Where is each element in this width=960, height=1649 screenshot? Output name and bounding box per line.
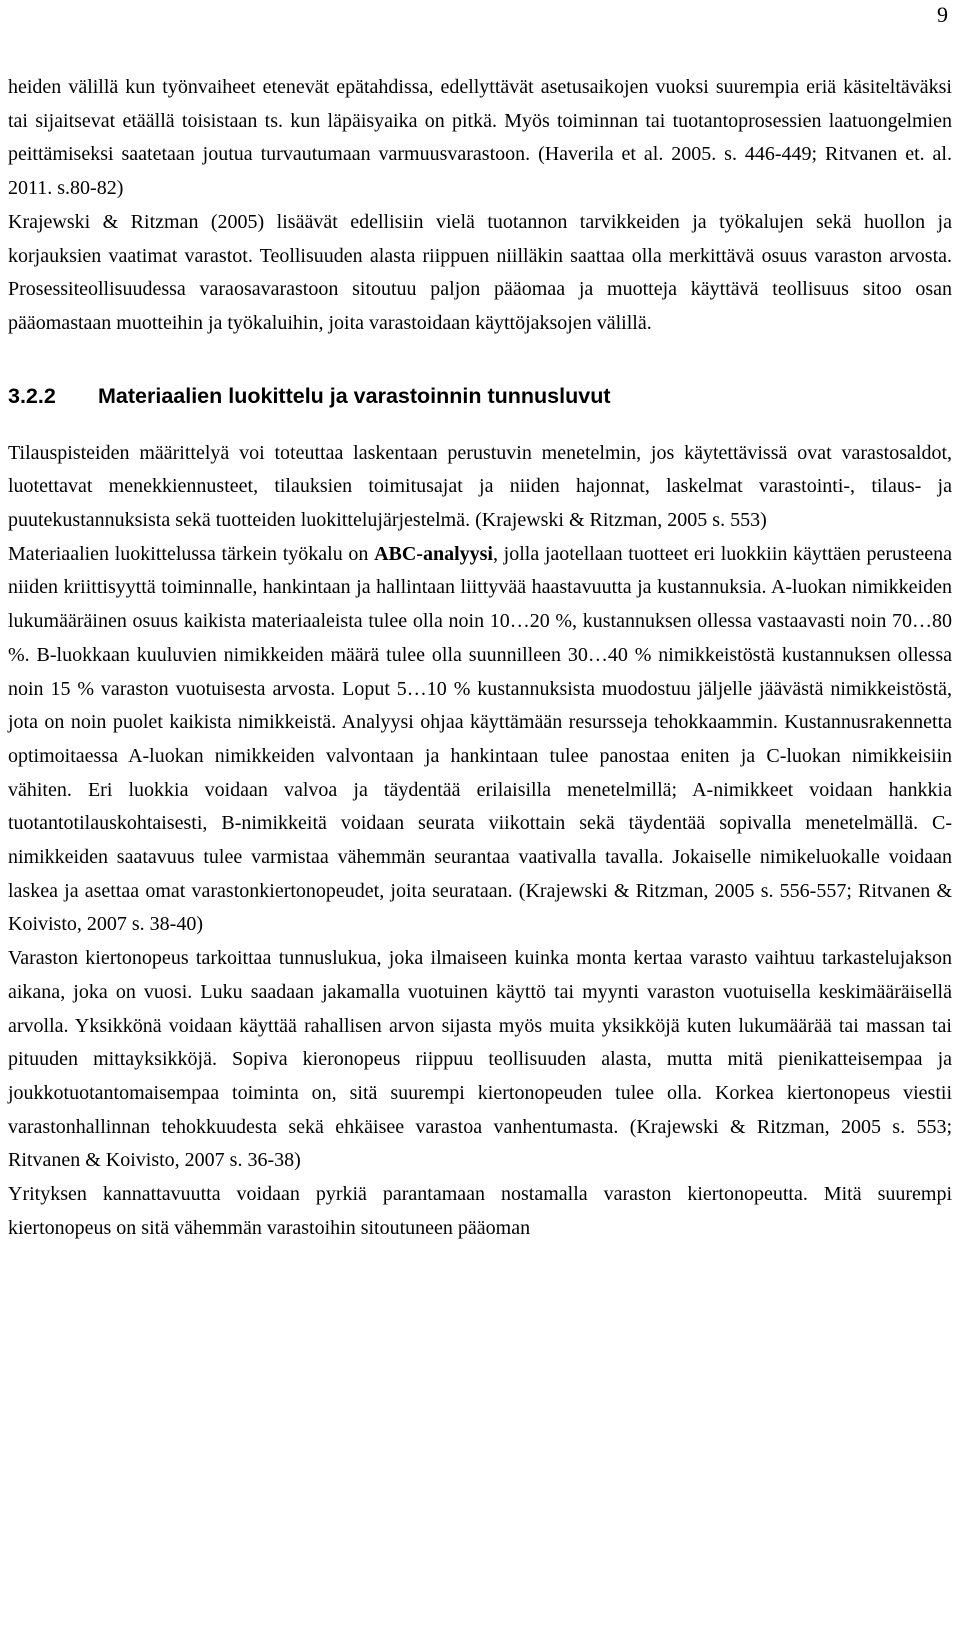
abc-text-before: Materiaalien luokittelussa tärkein työkalu on xyxy=(8,542,375,565)
paragraph-inventory-turnover: Varaston kiertonopeus tarkoittaa tunnuslukua, joka ilmaiseen kuinka monta kertaa varasto vaihtuu tarkastelujakson aikana, joka on vuosi. Luku saadaan jakamalla vuotuinen käyttö tai myynti varaston vuotuisella keskimääräisellä arvolla. Yksikkönä voidaan käyttää rahallisen arvon sijasta myös muita yksikköjä kuten lukumäärää tai massan tai pituuden mittayksikköjä. Sopiva kieronopeus riippuu teollisuuden alasta, mutta mitä pienikatteisempaa ja joukkotuotantomaisempaa toiminta on, sitä suurempi kiertonopeuden tulee olla. Korkea kiertonopeus viestii varastonhallinnan tehokkuudesta sekä ehkäisee varastoa vanhentumasta. (Krajewski & Ritzman, 2005 s. 553; Ritvanen & Koivisto, 2007 s. 36-38) xyxy=(8,947,952,1172)
section-heading xyxy=(8,381,952,411)
paragraph-abc-analysis xyxy=(8,538,952,942)
paragraph-profitability: Yrityksen kannattavuutta voidaan pyrkiä parantamaan nostamalla varaston kiertonopeutta. Mitä suurempi kiertonopeus on sitä vähemmän varastoihin sitoutuneen pääoman xyxy=(8,1183,952,1239)
paragraph-safety-stock: heiden välillä kun työnvaiheet etenevät epätahdissa, edellyttävät asetusaikojen vuoksi suurempia eriä käsiteltäväksi tai sijaitsevat etäällä toisistaan ts. kun läpäisyaika on pitkä. Myös toiminnan tai tuotantoprosessien laatuongelmien peittämiseksi saatetaan joutua turvautumaan varmuusvarastoon. (Haverila et al. 2005. s. 446-449; Ritvanen et. al. 2011. s.80-82) xyxy=(8,76,952,200)
page-number: 9 xyxy=(937,2,948,27)
section-number: 3.2.2 xyxy=(8,383,56,408)
section-title: Materiaalien luokittelu ja varastoinnin tunnusluvut xyxy=(98,383,611,408)
abc-text-after: , jolla jaotellaan tuotteet eri luokkiin käyttäen perusteena niiden kriittisyyttä toiminnalle, hankintaan ja hallintaan liittyvää haastavuutta ja kustannuksia. A-luokan nimikkeiden lukumääräinen osuus kaikista materiaaleista tulee olla noin 10…20 %, kustannuksen ollessa vastaavasti noin 70…80 %. B-luokkaan kuuluvien nimikkeiden määrä tulee olla suunnilleen 30…40 % nimikkeistöstä kustannuksen ollessa noin 15 % varaston vuotuisesta arvosta. Loput 5…10 % kustannuksista muodostuu jäljelle jäävästä nimikkeistöstä, jota on noin puolet kaikista nimikkeistä. Analyysi ohjaa käyttämään resursseja tehokkaammin. Kustannusrakennetta optimoitaessa A-luokan nimikkeiden valvontaan ja hankintaan tulee panostaa eniten ja C-luokan nimikkeisiin vähiten. Eri luokkia voidaan valvoa ja täydentää erilaisilla menetelmillä; A-nimikkeet voidaan hankkia tuotantotilauskohtaisesti, B-nimikkeitä voidaan seurata viikottain sekä täydentää sopivalla menetelmällä. C-nimikkeiden saatavuus tulee varmistaa vähemmän seurantaa vaativalla tavalla. Jokaiselle nimikeluokalle voidaan laskea ja asettaa omat varastonkiertonopeudet, joita seurataan. (Krajewski & Ritzman, 2005 s. 556-557; Ritvanen & Koivisto, 2007 s. 38-40) xyxy=(8,542,952,936)
abc-analysis-term: ABC-analyysi xyxy=(374,542,493,565)
paragraph-tool-inventories: Krajewski & Ritzman (2005) lisäävät edellisiin vielä tuotannon tarvikkeiden ja työkalujen sekä huollon ja korjauksien vaatimat varastot. Teollisuuden alasta riippuen niilläkin saattaa olla merkittävä osuus varaston arvosta. Prosessiteollisuudessa varaosavarastoon sitoutuu paljon pääomaa ja muotteja käyttävä teollisuus sitoo osan pääomastaan muotteihin ja työkaluihin, joita varastoidaan käyttöjaksojen välillä. xyxy=(8,210,952,334)
paragraph-order-points: Tilauspisteiden määrittelyä voi toteuttaa laskentaan perustuvin menetelmin, jos käytettävissä ovat varastosaldot, luotettavat menekkiennusteet, tilauksien toimitusajat ja niiden hajonnat, laskelmat varastointi-, tilaus- ja puutekustannuksista sekä tuotteiden luokittelujärjestelmä. (Krajewski & Ritzman, 2005 s. 553) xyxy=(8,441,952,532)
document-body xyxy=(8,71,952,1246)
